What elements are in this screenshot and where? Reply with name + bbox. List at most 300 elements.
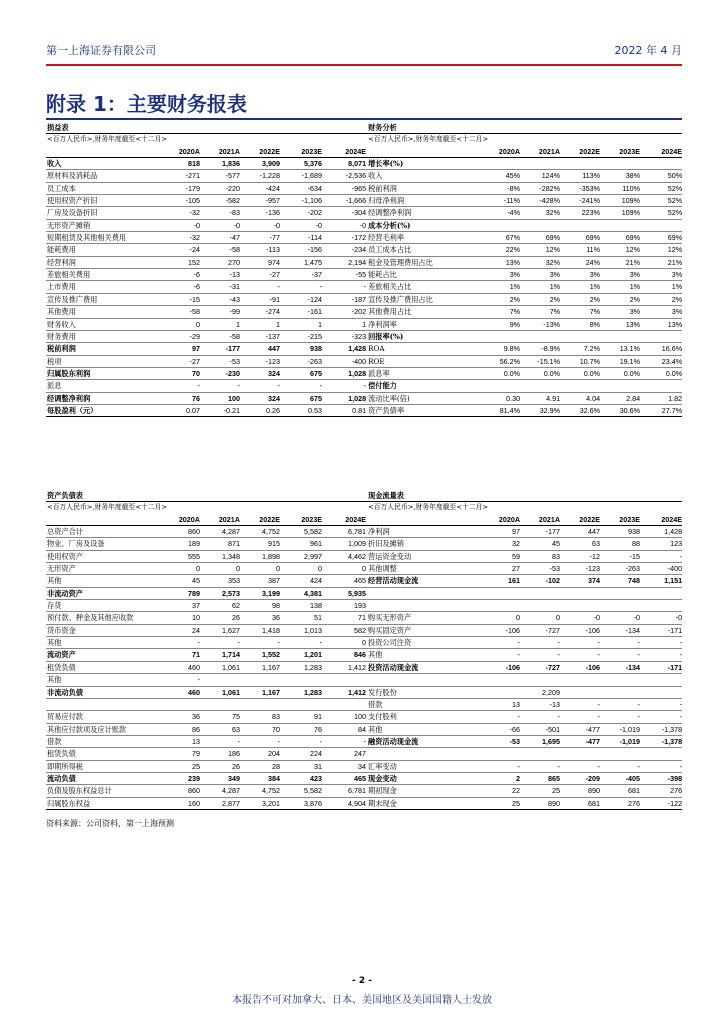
row-label-left: 物业、厂房及设备 (46, 538, 166, 550)
value-cell-right (560, 748, 600, 760)
value-cell-left: -58 (200, 330, 240, 342)
value-cell-right: - (520, 760, 560, 772)
value-cell-right: 25 (520, 785, 560, 797)
value-cell-left: 160 (166, 797, 200, 809)
row-label-right: 宣传及推广费用占比 (366, 293, 480, 305)
row-label-right: ROA (366, 343, 480, 355)
value-cell-left: 582 (322, 624, 366, 636)
value-cell-right: 69% (520, 232, 560, 244)
value-cell-right: 1% (480, 281, 520, 293)
value-cell-right: 1,428 (640, 526, 682, 538)
value-cell-right: 67% (480, 232, 520, 244)
value-cell-left: 0.53 (280, 404, 322, 416)
year-header: 2024E (322, 146, 366, 158)
table-row (46, 711, 682, 723)
value-cell-right: 32.6% (560, 404, 600, 416)
year-header: 2021A (200, 514, 240, 526)
value-cell-left: 384 (240, 772, 280, 784)
value-cell-right: 113% (560, 170, 600, 182)
value-cell-right: 30.6% (600, 404, 640, 416)
value-cell-left: 100 (322, 711, 366, 723)
value-cell-left: -234 (322, 244, 366, 256)
value-cell-left: 189 (166, 538, 200, 550)
row-label-right: 折旧及摊销 (366, 538, 480, 550)
year-header: 2024E (640, 514, 682, 526)
value-cell-left: 71 (166, 649, 200, 661)
value-cell-left: 423 (280, 772, 322, 784)
value-cell-left: 239 (166, 772, 200, 784)
row-label-right: 差旅相关占比 (366, 281, 480, 293)
value-cell-right: 2% (560, 293, 600, 305)
value-cell-left: 860 (166, 526, 200, 538)
report-date: 2022 年 4 月 (614, 44, 682, 57)
value-cell-left: -58 (200, 244, 240, 256)
row-label-right: 税前利润 (366, 182, 480, 194)
blank-cell (46, 146, 166, 158)
value-cell-right: 1% (520, 281, 560, 293)
value-cell-right: 2 (480, 772, 520, 784)
unit-label-right: <百万人民币>,财务年度截至<十二月> (368, 503, 489, 512)
row-label-left: 使用权资产 (46, 550, 166, 562)
value-cell-left: 270 (200, 256, 240, 268)
year-header: 2024E (322, 514, 366, 526)
value-cell-right: -134 (600, 661, 640, 673)
row-label-left (46, 698, 166, 710)
value-cell-left (240, 698, 280, 710)
value-cell-right: - (480, 649, 520, 661)
table-row (46, 649, 682, 661)
value-cell-left: - (240, 380, 280, 392)
value-cell-right: -8.9% (520, 343, 560, 355)
year-header-row (46, 146, 682, 158)
row-label-left: 经营利润 (46, 256, 166, 268)
value-cell-right: - (600, 637, 640, 649)
value-cell-right: -353% (560, 182, 600, 194)
value-cell-left: -582 (200, 195, 240, 207)
value-cell-left: -304 (322, 207, 366, 219)
value-cell-right: 124% (520, 170, 560, 182)
value-cell-right: 8% (560, 318, 600, 330)
value-cell-left: -53 (200, 355, 240, 367)
value-cell-right (480, 330, 520, 342)
row-label-right: 其他 (366, 723, 480, 735)
value-cell-right: 23.4% (640, 355, 682, 367)
row-label-left: 无形资产 (46, 563, 166, 575)
row-label-right: 投资公司注资 (366, 637, 480, 649)
value-cell-right: -66 (480, 723, 520, 735)
value-cell-left (200, 698, 240, 710)
value-cell-left: 10 (166, 612, 200, 624)
value-cell-left: 224 (280, 748, 322, 760)
value-cell-right: -477 (560, 735, 600, 747)
value-cell-left: -271 (166, 170, 200, 182)
value-cell-left: -83 (200, 207, 240, 219)
year-header: 2021A (200, 146, 240, 158)
value-cell-right: 32% (520, 256, 560, 268)
value-cell-right: -177 (520, 526, 560, 538)
row-label-left: 上市费用 (46, 281, 166, 293)
table-row (46, 637, 682, 649)
table-row (46, 367, 682, 379)
value-cell-left: 4,287 (200, 526, 240, 538)
table-row (46, 404, 682, 416)
section-header-row (46, 490, 682, 502)
table-row (46, 587, 682, 599)
value-cell-right: 3% (520, 269, 560, 281)
value-cell-left: -15 (166, 293, 200, 305)
value-cell-right: -263 (600, 563, 640, 575)
table-row (46, 158, 682, 170)
value-cell-right (640, 686, 682, 698)
value-cell-left: - (322, 735, 366, 747)
blank-cell (366, 146, 480, 158)
value-cell-left: 86 (166, 723, 200, 735)
value-cell-left: 0 (322, 637, 366, 649)
value-cell-left: 2,997 (280, 550, 322, 562)
row-label-right: 其他 (366, 649, 480, 661)
value-cell-left: 5,582 (280, 526, 322, 538)
value-cell-right: -241% (560, 195, 600, 207)
balance-and-cashflow-table (46, 490, 682, 810)
unit-label-right: <百万人民币>,财务年度截至<十二月> (368, 135, 489, 144)
unit-row (46, 502, 682, 514)
value-cell-right (560, 158, 600, 170)
value-cell-left: -137 (240, 330, 280, 342)
row-label-left: 租赁负债 (46, 661, 166, 673)
income-and-analysis-table (46, 122, 682, 417)
value-cell-right: - (640, 760, 682, 772)
value-cell-left: 26 (200, 612, 240, 624)
value-cell-left: 1,552 (240, 649, 280, 661)
blank-cell (46, 514, 166, 526)
value-cell-left: 75 (200, 711, 240, 723)
row-label-right: 净利润率 (366, 318, 480, 330)
value-cell-right: 109% (600, 207, 640, 219)
value-cell-left: -32 (166, 207, 200, 219)
value-cell-left: 26 (200, 760, 240, 772)
value-cell-left: 675 (280, 392, 322, 404)
value-cell-left: -161 (280, 306, 322, 318)
value-cell-right (560, 674, 600, 686)
row-label-right: 支付股利 (366, 711, 480, 723)
value-cell-right: 2% (520, 293, 560, 305)
row-label-left: 非流动负债 (46, 686, 166, 698)
value-cell-left: -37 (280, 269, 322, 281)
value-cell-left: 247 (322, 748, 366, 760)
value-cell-right: 276 (600, 797, 640, 809)
value-cell-right: 63 (560, 538, 600, 550)
value-cell-left: 1 (280, 318, 322, 330)
value-cell-right (640, 158, 682, 170)
value-cell-right: 447 (560, 526, 600, 538)
value-cell-right (600, 600, 640, 612)
row-label-left: 差旅相关费用 (46, 269, 166, 281)
value-cell-right: 56.2% (480, 355, 520, 367)
value-cell-left: 2,573 (200, 587, 240, 599)
value-cell-left: -113 (240, 244, 280, 256)
value-cell-left: 938 (280, 343, 322, 355)
value-cell-right (520, 600, 560, 612)
value-cell-left: - (280, 380, 322, 392)
value-cell-left: -577 (200, 170, 240, 182)
value-cell-right: -123 (560, 563, 600, 575)
value-cell-left: 70 (240, 723, 280, 735)
value-cell-right: -0 (600, 612, 640, 624)
row-label-left: 负债及股东权益总计 (46, 785, 166, 797)
row-label-right (366, 587, 480, 599)
table-row (46, 797, 682, 809)
value-cell-left: -215 (280, 330, 322, 342)
value-cell-right: 22% (480, 244, 520, 256)
value-cell-left: 76 (166, 392, 200, 404)
value-cell-left: -172 (322, 232, 366, 244)
section-header-row (46, 122, 682, 134)
value-cell-left: 860 (166, 785, 200, 797)
value-cell-right: 2.84 (600, 392, 640, 404)
value-cell-left: - (166, 637, 200, 649)
value-cell-right: - (640, 550, 682, 562)
value-cell-right: 109% (600, 195, 640, 207)
value-cell-right: 110% (600, 182, 640, 194)
value-cell-left: -965 (322, 182, 366, 194)
value-cell-right: 3% (480, 269, 520, 281)
value-cell-right: -501 (520, 723, 560, 735)
value-cell-left: 28 (240, 760, 280, 772)
row-label-left: 归属股东权益 (46, 797, 166, 809)
value-cell-right: -727 (520, 661, 560, 673)
value-cell-right: 1% (640, 281, 682, 293)
row-label-left: 借款 (46, 735, 166, 747)
table-row (46, 281, 682, 293)
value-cell-left: 4,904 (322, 797, 366, 809)
table-row (46, 612, 682, 624)
value-cell-left: -6 (166, 281, 200, 293)
value-cell-left: 45 (166, 575, 200, 587)
value-cell-right: - (560, 760, 600, 772)
year-header: 2020A (166, 514, 200, 526)
value-cell-left: 4,287 (200, 785, 240, 797)
value-cell-left: 1,475 (280, 256, 322, 268)
value-cell-left (322, 674, 366, 686)
table-row (46, 380, 682, 392)
value-cell-right: 374 (560, 575, 600, 587)
value-cell-right: -13% (520, 318, 560, 330)
row-label-left: 即期所得税 (46, 760, 166, 772)
unit-label-left: <百万人民币>,财务年度截至<十二月> (47, 135, 168, 144)
value-cell-left: 1,201 (280, 649, 322, 661)
value-cell-right: -282% (520, 182, 560, 194)
value-cell-left: 1,412 (322, 686, 366, 698)
row-label-left: 租赁负债 (46, 748, 166, 760)
value-cell-left: 79 (166, 748, 200, 760)
value-cell-right: -106 (560, 624, 600, 636)
value-cell-right: 50% (640, 170, 682, 182)
row-label-right: 经营毛利率 (366, 232, 480, 244)
table-row (46, 575, 682, 587)
value-cell-right (520, 380, 560, 392)
value-cell-right: -106 (480, 661, 520, 673)
value-cell-left: 193 (322, 600, 366, 612)
value-cell-left: -43 (200, 293, 240, 305)
row-label-left: 总资产合计 (46, 526, 166, 538)
table-row (46, 219, 682, 231)
value-cell-right (520, 587, 560, 599)
table-row (46, 182, 682, 194)
page-header (46, 40, 682, 60)
row-label-left: 归属股东利润 (46, 367, 166, 379)
row-label-right: 偿付能力 (366, 380, 480, 392)
value-cell-left: - (200, 735, 240, 747)
value-cell-right: 0.30 (480, 392, 520, 404)
value-cell-right: 52% (640, 195, 682, 207)
row-label-right (366, 674, 480, 686)
value-cell-right: 7% (520, 306, 560, 318)
value-cell-left: -187 (322, 293, 366, 305)
value-cell-right: 83 (520, 550, 560, 562)
value-cell-left: 4,752 (240, 785, 280, 797)
value-cell-right: 1,151 (640, 575, 682, 587)
value-cell-left: 1,412 (322, 661, 366, 673)
value-cell-right: 938 (600, 526, 640, 538)
value-cell-right: 4.91 (520, 392, 560, 404)
row-label-left: 能耗费用 (46, 244, 166, 256)
value-cell-right: 0.0% (560, 367, 600, 379)
row-label-right: 回报率(%) (366, 330, 480, 342)
value-cell-right: 81.4% (480, 404, 520, 416)
value-cell-left: - (322, 380, 366, 392)
value-cell-right (640, 748, 682, 760)
value-cell-right (480, 686, 520, 698)
value-cell-left: 1,061 (200, 686, 240, 698)
row-label-right: 发行股份 (366, 686, 480, 698)
unit-row (46, 134, 682, 146)
row-label-right: 员工成本占比 (366, 244, 480, 256)
value-cell-left: 349 (200, 772, 240, 784)
value-cell-left: 71 (322, 612, 366, 624)
row-label-right: 其他费用占比 (366, 306, 480, 318)
value-cell-right (560, 587, 600, 599)
value-cell-left: -105 (166, 195, 200, 207)
year-header: 2022E (560, 514, 600, 526)
table-row (46, 698, 682, 710)
row-label-left: 收入 (46, 158, 166, 170)
value-cell-left: 37 (166, 600, 200, 612)
section-title-left: 资产负债表 (46, 490, 366, 502)
value-cell-left: -202 (280, 207, 322, 219)
value-cell-right (560, 219, 600, 231)
value-cell-right: - (560, 649, 600, 661)
title-rule (46, 118, 682, 120)
value-cell-left: 974 (240, 256, 280, 268)
value-cell-left: 1,013 (280, 624, 322, 636)
value-cell-left: 465 (322, 575, 366, 587)
value-cell-right: 97 (480, 526, 520, 538)
value-cell-left: 1,061 (200, 661, 240, 673)
row-label-left: 派息 (46, 380, 166, 392)
value-cell-right: 865 (520, 772, 560, 784)
value-cell-left: 204 (240, 748, 280, 760)
section-title-right: 现金流量表 (366, 490, 682, 502)
value-cell-right: - (600, 760, 640, 772)
value-cell-right (640, 219, 682, 231)
value-cell-left: 789 (166, 587, 200, 599)
value-cell-left: 324 (240, 367, 280, 379)
value-cell-right (600, 380, 640, 392)
value-cell-right: - (560, 698, 600, 710)
value-cell-right (480, 587, 520, 599)
table-row (46, 293, 682, 305)
value-cell-right (520, 219, 560, 231)
value-cell-left: 2,194 (322, 256, 366, 268)
value-cell-right: 223% (560, 207, 600, 219)
table-row (46, 170, 682, 182)
value-cell-right: 19.1% (600, 355, 640, 367)
value-cell-right: 88 (600, 538, 640, 550)
value-cell-left (200, 674, 240, 686)
value-cell-left: -55 (322, 269, 366, 281)
value-cell-left: 424 (280, 575, 322, 587)
value-cell-right (600, 587, 640, 599)
row-label-right: ROE (366, 355, 480, 367)
table-row (46, 624, 682, 636)
table-row (46, 686, 682, 698)
value-cell-left: 8,071 (322, 158, 366, 170)
value-cell-left: 353 (200, 575, 240, 587)
row-label-right: 收入 (366, 170, 480, 182)
table-row (46, 674, 682, 686)
value-cell-left: 1,009 (322, 538, 366, 550)
value-cell-left: -77 (240, 232, 280, 244)
value-cell-right: -171 (640, 661, 682, 673)
value-cell-right (480, 158, 520, 170)
value-cell-right: - (640, 637, 682, 649)
value-cell-right (640, 674, 682, 686)
row-label-left: 财务收入 (46, 318, 166, 330)
value-cell-left: -634 (280, 182, 322, 194)
page-title: 附录 1：主要财务报表 (46, 92, 247, 116)
year-header: 2023E (600, 514, 640, 526)
year-header: 2022E (240, 514, 280, 526)
value-cell-left: -27 (166, 355, 200, 367)
row-label-right: 增长率(%) (366, 158, 480, 170)
value-cell-left: 1,167 (240, 686, 280, 698)
value-cell-left: 84 (322, 723, 366, 735)
value-cell-right: - (520, 649, 560, 661)
value-cell-left: -91 (240, 293, 280, 305)
distribution-disclaimer: 本报告不可对加拿大、日本、美国地区及美国国籍人士发放 (232, 995, 492, 1006)
value-cell-left: 2,877 (200, 797, 240, 809)
value-cell-left: 5,935 (322, 587, 366, 599)
value-cell-left: 818 (166, 158, 200, 170)
value-cell-left: -24 (166, 244, 200, 256)
value-cell-right (640, 587, 682, 599)
value-cell-right: 59 (480, 550, 520, 562)
value-cell-right (480, 748, 520, 760)
row-label-right (366, 748, 480, 760)
value-cell-right: -477 (560, 723, 600, 735)
value-cell-left: 1,836 (200, 158, 240, 170)
page-number: - 2 - (352, 976, 372, 986)
value-cell-right: 7% (480, 306, 520, 318)
value-cell-right: 32% (520, 207, 560, 219)
row-label-right: 净利润 (366, 526, 480, 538)
value-cell-right: 1.82 (640, 392, 682, 404)
value-cell-right: 69% (640, 232, 682, 244)
table-row (46, 526, 682, 538)
value-cell-right: 0.0% (520, 367, 560, 379)
year-header: 2020A (480, 146, 520, 158)
value-cell-left: 1,627 (200, 624, 240, 636)
